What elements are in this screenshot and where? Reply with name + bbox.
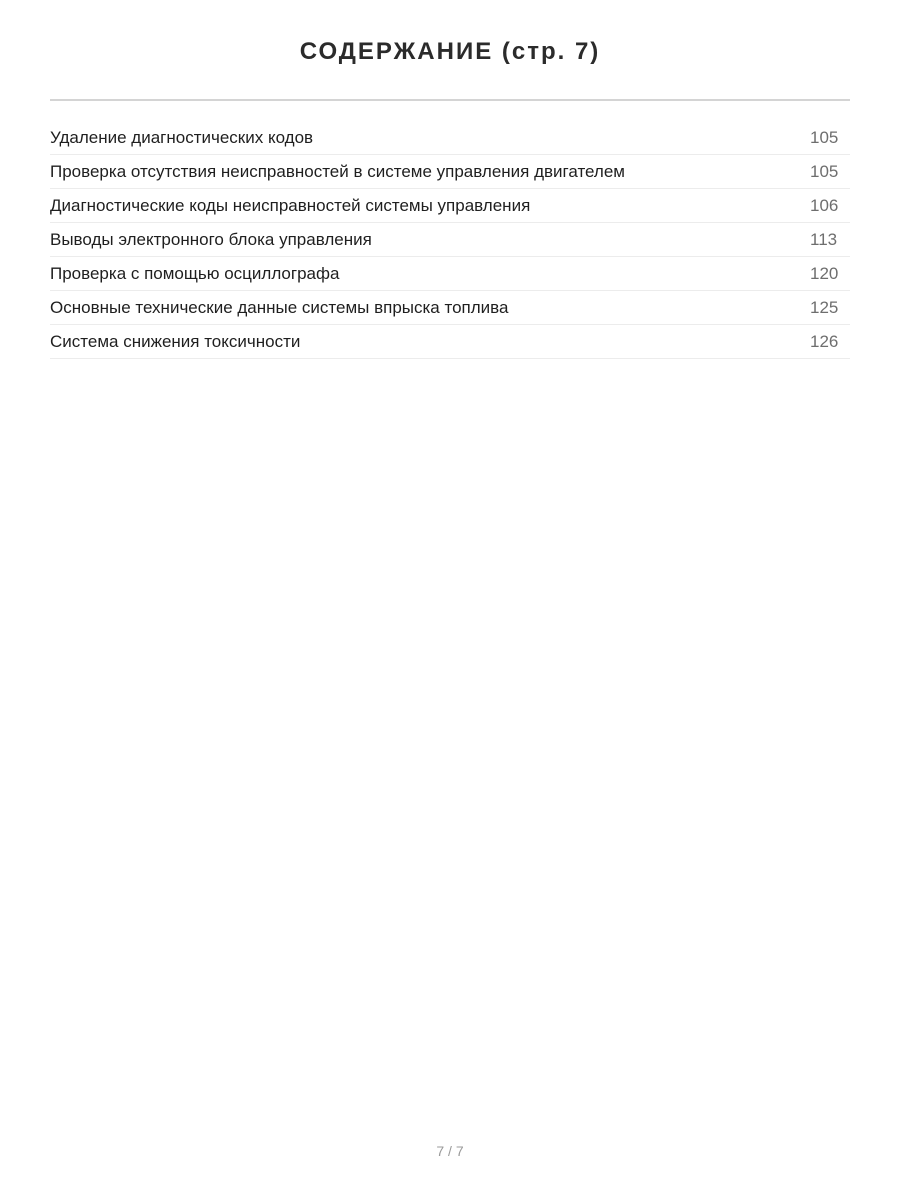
- toc-entry-page: 105: [810, 161, 839, 181]
- toc-entry[interactable]: [50, 325, 850, 359]
- table-of-contents: [50, 121, 850, 359]
- toc-entry-page: 125: [810, 297, 839, 317]
- toc-entry[interactable]: [50, 291, 850, 325]
- toc-entry-page: 126: [810, 331, 839, 351]
- toc-entry-title: Система снижения токсичности: [50, 331, 301, 351]
- toc-entry-page: 106: [810, 195, 839, 215]
- toc-entry[interactable]: [50, 155, 850, 189]
- toc-entry-title: Проверка с помощью осциллографа: [50, 263, 340, 283]
- toc-entry-title: Основные технические данные системы впрыска топлива: [50, 297, 509, 317]
- toc-entry[interactable]: [50, 223, 850, 257]
- toc-entry-page: 105: [810, 127, 839, 147]
- page-indicator: 7 / 7: [436, 1143, 464, 1159]
- toc-entry-page: 120: [810, 263, 839, 283]
- toc-entry-title: Удаление диагностических кодов: [50, 127, 314, 147]
- toc-entry-page: 113: [810, 229, 838, 249]
- toc-entry-title: Проверка отсутствия неисправностей в системе управления двигателем: [50, 161, 625, 181]
- page-title: СОДЕРЖАНИЕ (стр. 7): [299, 38, 601, 65]
- toc-entry[interactable]: [50, 257, 850, 291]
- title-divider: [50, 99, 850, 101]
- toc-entry-title: Выводы электронного блока управления: [50, 229, 372, 249]
- toc-entry[interactable]: [50, 189, 850, 223]
- toc-entry[interactable]: [50, 121, 850, 155]
- toc-entry-title: Диагностические коды неисправностей системы управления: [50, 195, 531, 215]
